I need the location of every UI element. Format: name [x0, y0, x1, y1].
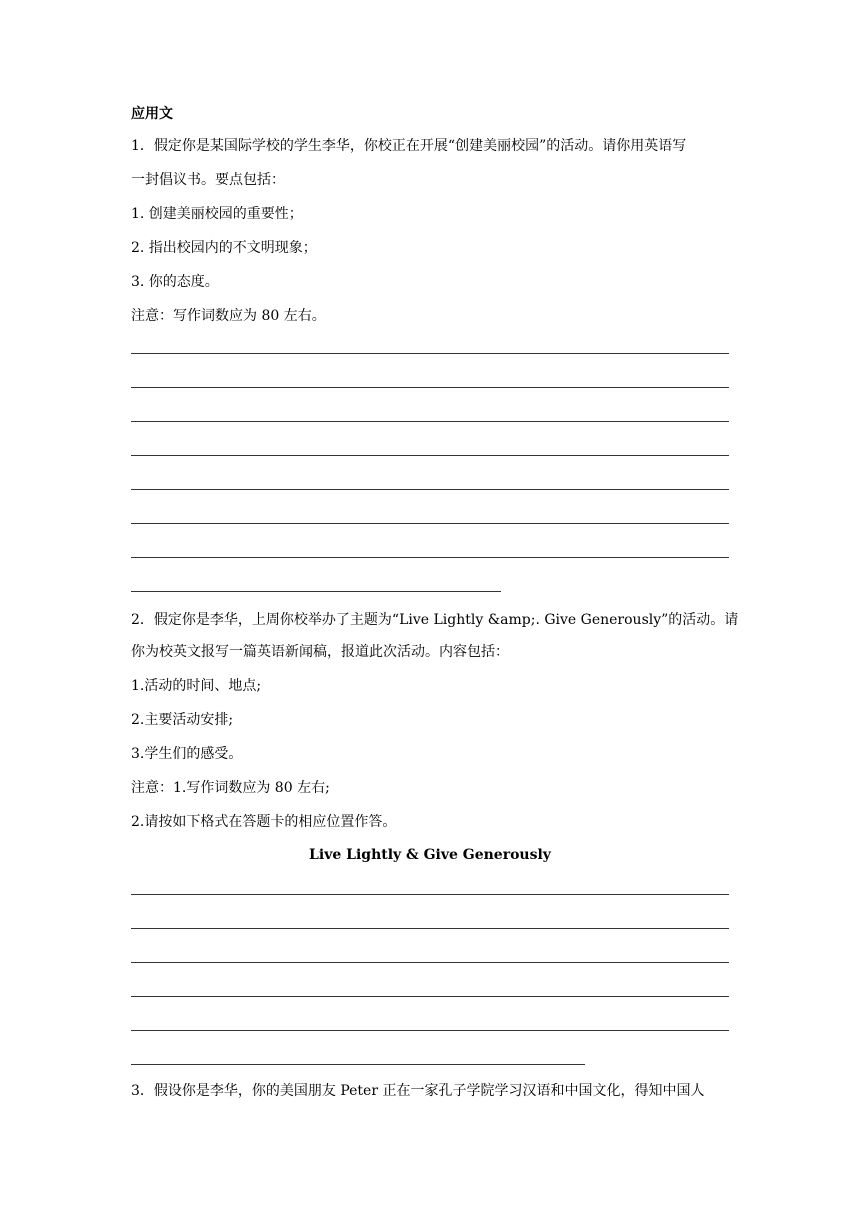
- q2-answer-line-short: [131, 1064, 585, 1065]
- q1-answer-line: [131, 523, 729, 524]
- q1-answer-line: [131, 489, 729, 490]
- q2-point-3: 3.学生们的感受。: [131, 746, 243, 762]
- q1-answer-line: [131, 353, 729, 354]
- q1-point-1: 1. 创建美丽校园的重要性；: [131, 206, 303, 222]
- q2-answer-line: [131, 928, 729, 929]
- q2-point-1: 1.活动的时间、地点;: [131, 678, 262, 694]
- q1-answer-line: [131, 387, 729, 388]
- q3-prompt-line1: 3．假设你是李华，你的美国朋友 Peter 正在一家孔子学院学习汉语和中国文化，得知中国人: [131, 1083, 705, 1099]
- q2-answer-line: [131, 962, 729, 963]
- q1-point-2: 2. 指出校园内的不文明现象；: [131, 240, 317, 256]
- q1-prompt-line1: 1．假定你是某国际学校的学生李华，你校正在开展“创建美丽校园”的活动。请你用英语写: [131, 138, 687, 154]
- q2-answer-line: [131, 996, 729, 997]
- q1-note: 注意：写作词数应为 80 左右。: [131, 308, 326, 324]
- q1-answer-line: [131, 557, 729, 558]
- q2-essay-title: Live Lightly & Give Generously: [309, 847, 551, 863]
- q1-point-3: 3. 你的态度。: [131, 274, 219, 290]
- q1-answer-line: [131, 421, 729, 422]
- q1-answer-line-short: [131, 591, 501, 592]
- q2-answer-line: [131, 1030, 729, 1031]
- q2-answer-line: [131, 894, 729, 895]
- q2-prompt-line2: 你为校英文报写一篇英语新闻稿，报道此次活动。内容包括：: [131, 644, 509, 660]
- section-heading: 应用文: [131, 106, 173, 122]
- q1-answer-line: [131, 455, 729, 456]
- q2-point-2: 2.主要活动安排;: [131, 712, 234, 728]
- q2-note-2: 2.请按如下格式在答题卡的相应位置作答。: [131, 814, 397, 830]
- q2-note-1: 注意：1.写作词数应为 80 左右;: [131, 780, 330, 796]
- q1-prompt-line2: 一封倡议书。要点包括：: [131, 172, 285, 188]
- q2-prompt-line1: 2．假定你是李华，上周你校举办了主题为“Live Lightly &amp;. Give Generously”的活动。请: [131, 612, 739, 628]
